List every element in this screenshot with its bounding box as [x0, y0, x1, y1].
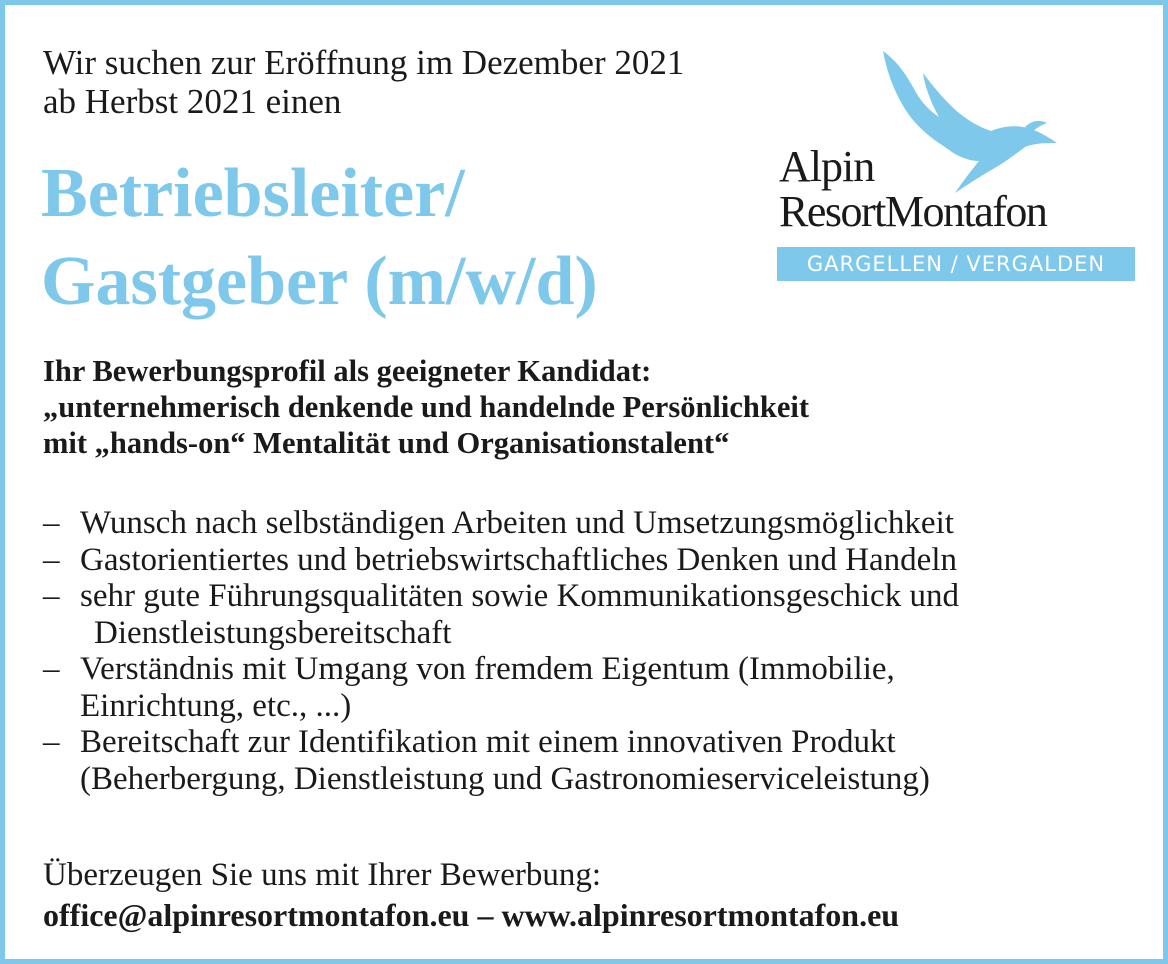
logo-word-alpin: Alpin — [779, 142, 875, 191]
intro-text — [43, 43, 684, 121]
company-logo — [775, 35, 1145, 285]
intro-line: ab Herbst 2021 einen — [43, 82, 342, 121]
list-item-text: Einrichtung, etc., ...) — [80, 687, 352, 724]
profile-heading — [43, 353, 809, 461]
contact-block — [43, 855, 899, 935]
list-item — [43, 651, 1143, 724]
list-item-text: Gastorientiertes und betriebswirtschaftliches Denken und Handeln — [80, 541, 957, 578]
list-item-text: Bereitschaft zur Identifikation mit einem innovativen Produkt — [80, 724, 896, 760]
website-link[interactable]: www.alpinresortmontafon.eu — [501, 897, 900, 933]
logo-word-resort: ResortMontafon — [779, 187, 1047, 236]
list-item — [43, 578, 1143, 651]
profile-line: „unternehmerisch denkende und handelnde Persönlichkeit — [43, 390, 809, 424]
email-link[interactable]: office@alpinresortmontafon.eu — [43, 897, 470, 933]
list-item-text: sehr gute Führungsqualitäten sowie Kommunikationsgeschick und — [80, 578, 959, 614]
bullet-dash: – — [43, 578, 60, 614]
bullet-dash: – — [43, 541, 60, 578]
bullet-dash: – — [43, 651, 60, 687]
eagle-icon — [875, 43, 1065, 203]
link-separator: – — [469, 897, 502, 933]
list-item-text: Dienstleistungsbereitschaft — [94, 614, 452, 651]
bullet-dash: – — [43, 505, 60, 541]
profile-line: Ihr Bewerbungsprofil als geeigneter Kandidat: — [43, 354, 652, 388]
intro-line: Wir suchen zur Eröffnung im Dezember 2021 — [43, 43, 685, 82]
job-title-line: Betriebsleiter/ — [41, 155, 465, 232]
bullet-dash: – — [43, 724, 60, 760]
list-item — [43, 542, 1143, 579]
job-title-line: Gastgeber (m/w/d) — [41, 243, 598, 320]
list-item-text: Verständnis mit Umgang von fremdem Eigentum (Immobilie, — [80, 651, 895, 687]
profile-line: mit „hands-on“ Mentalität und Organisationstalent“ — [43, 426, 730, 460]
contact-links — [43, 895, 899, 935]
job-title — [41, 150, 598, 326]
list-item — [43, 505, 1143, 542]
logo-location-bar: GARGELLEN / VERGALDEN — [777, 247, 1135, 281]
list-item-text: Wunsch nach selbständigen Arbeiten und Umsetzungsmöglichkeit — [80, 505, 954, 541]
contact-intro: Überzeugen Sie uns mit Ihrer Bewerbung: — [43, 857, 602, 893]
requirements-list — [43, 505, 1143, 797]
list-item-text: (Beherbergung, Dienstleistung und Gastronomieserviceleistung) — [80, 760, 930, 797]
list-item — [43, 724, 1143, 797]
